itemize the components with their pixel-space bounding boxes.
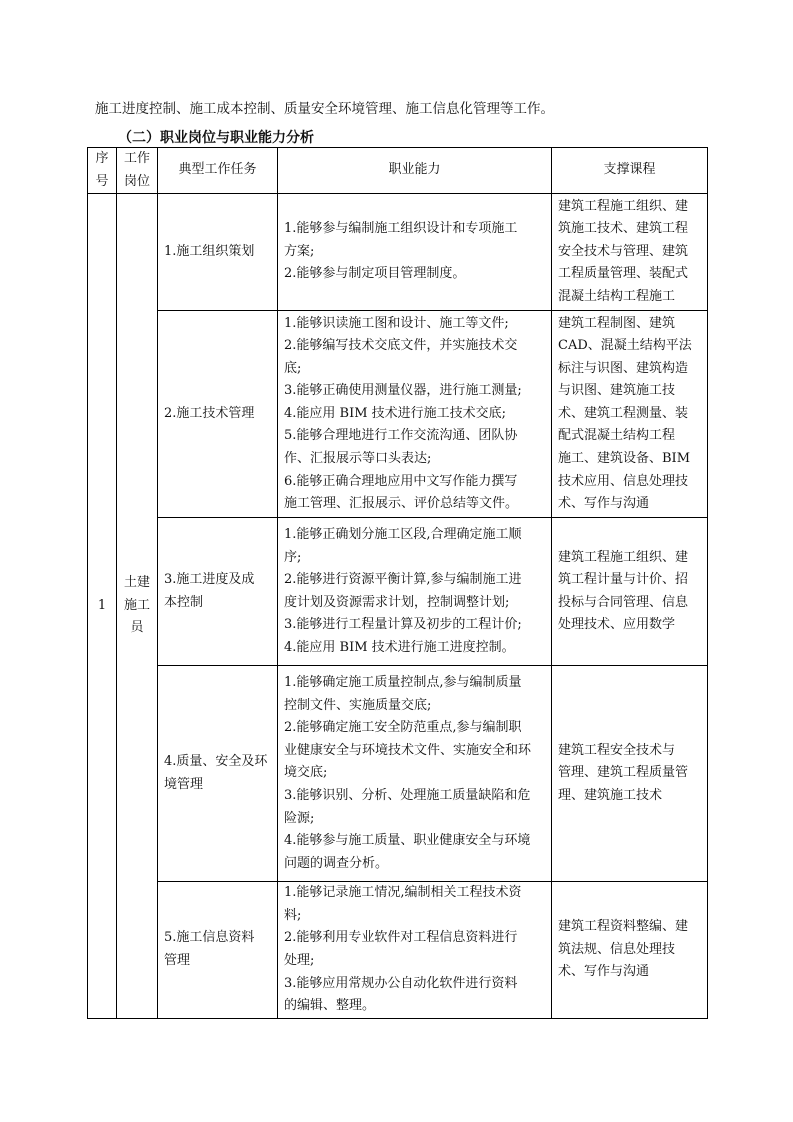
courses-cell <box>552 194 708 311</box>
ability-line: 4.能够参与施工质量、职业健康安全与环境 <box>284 833 531 849</box>
ability-line: 度计划及资源需求计划，控制调整计划; <box>284 594 510 610</box>
section-heading: （二）职业岗位与职业能力分析 <box>118 130 314 146</box>
ability-line: 业健康安全与环境技术文件、实施安全和环 <box>284 742 532 758</box>
header-post-line: 工作 <box>123 151 150 166</box>
task-line: 境管理 <box>164 776 204 792</box>
intro-paragraph: 施工进度控制、施工成本控制、质量安全环境管理、施工信息化管理等工作。 <box>95 101 554 117</box>
courses-line: 筑工程计量与计价、招 <box>558 572 689 588</box>
ability-line: 险源; <box>284 810 315 826</box>
post-line: 施工 <box>123 597 150 613</box>
table-row <box>88 194 708 311</box>
ability-line: 序; <box>284 549 302 565</box>
task-cell <box>158 194 278 311</box>
courses-line: 标注与识图、建筑构造 <box>558 360 689 376</box>
ability-line: 作、汇报展示等口头表达; <box>284 451 432 467</box>
courses-line: 建筑工程资料整编、建 <box>558 919 689 935</box>
courses-line: 筑法规、信息处理技 <box>558 941 676 957</box>
courses-line: 筑施工技术、建筑工程 <box>558 221 689 237</box>
task-line: 3.施工进度及成 <box>164 572 255 588</box>
courses-line: 安全技术与管理、建筑 <box>558 243 689 259</box>
ability-line: 1.能够参与编制施工组织设计和专项施工 <box>284 221 518 237</box>
ability-line: 2.能够进行资源平衡计算,参与编制施工进 <box>284 572 522 588</box>
ability-line: 2.能够编写技术交底文件，并实施技术交 <box>284 338 518 354</box>
task-line: 2.施工技术管理 <box>164 405 255 421</box>
ability-line: 3.能够正确使用测量仪器，进行施工测量; <box>284 383 522 399</box>
ability-line: 1.能够记录施工情况,编制相关工程技术资 <box>284 885 522 901</box>
ability-line: 3.能够进行工程量计算及初步的工程计价; <box>284 617 522 633</box>
ability-line: 3.能够识别、分析、处理施工质量缺陷和危 <box>284 787 531 803</box>
ability-line: 方案; <box>284 243 315 259</box>
courses-line: 管理、建筑工程质量管 <box>558 765 689 781</box>
courses-line: 术、写作与沟通 <box>558 964 650 980</box>
ability-line: 1.能够识读施工图和设计、施工等文件; <box>284 315 509 331</box>
header-post <box>117 148 158 194</box>
ability-line: 底; <box>284 360 302 376</box>
courses-line: 处理技术、应用数学 <box>558 617 676 633</box>
ability-line: 6.能够正确合理地应用中文写作能力撰写 <box>284 473 518 489</box>
task-line: 1.施工组织策划 <box>164 243 255 259</box>
ability-line: 1.能够正确划分施工区段,合理确定施工顺 <box>284 526 522 542</box>
ability-cell <box>278 882 552 1019</box>
courses-line: 术、写作与沟通 <box>558 496 650 512</box>
courses-line: 理、建筑施工技术 <box>558 787 663 803</box>
ability-line: 施工管理、汇报展示、评价总结等文件。 <box>284 496 519 512</box>
courses-line: 建筑工程安全技术与 <box>558 742 676 758</box>
task-cell <box>158 666 278 882</box>
ability-line: 4.能应用 BIM 技术进行施工技术交底; <box>284 405 507 421</box>
seq-cell: 1 <box>88 194 117 1019</box>
ability-line: 1.能够确定施工质量控制点,参与编制质量 <box>284 675 522 691</box>
courses-cell <box>552 311 708 518</box>
task-cell <box>158 518 278 666</box>
table-row <box>88 311 708 518</box>
post-cell <box>117 194 158 1019</box>
courses-line: 术、建筑工程测量、装 <box>558 405 689 421</box>
ability-line: 问题的调查分析。 <box>284 855 389 871</box>
ability-cell <box>278 666 552 882</box>
courses-cell <box>552 882 708 1019</box>
header-ability: 职业能力 <box>278 148 552 194</box>
task-line: 本控制 <box>164 594 204 610</box>
ability-cell <box>278 311 552 518</box>
header-seq-line: 号 <box>95 173 109 189</box>
ability-line: 2.能够利用专业软件对工程信息资料进行 <box>284 930 518 946</box>
ability-line: 处理; <box>284 952 315 968</box>
table-row <box>88 518 708 666</box>
courses-line: 与识图、建筑施工技 <box>558 383 676 399</box>
courses-line: 建筑工程制图、建筑 <box>558 315 676 331</box>
courses-line: 配式混凝土结构工程 <box>558 428 676 444</box>
ability-line: 料; <box>284 907 302 923</box>
courses-cell <box>552 518 708 666</box>
table-header-row <box>88 148 708 194</box>
task-cell <box>158 882 278 1019</box>
header-seq <box>88 148 117 194</box>
ability-line: 2.能够确定施工安全防范重点,参与编制职 <box>284 720 522 736</box>
ability-line: 2.能够参与制定项目管理制度。 <box>284 266 466 282</box>
courses-line: 建筑工程施工组织、建 <box>558 198 689 214</box>
courses-cell <box>552 666 708 882</box>
courses-line: 投标与合同管理、信息 <box>558 594 689 610</box>
job-ability-table <box>87 147 708 1019</box>
task-line: 管理 <box>164 952 191 968</box>
header-courses: 支撑课程 <box>552 148 708 194</box>
ability-line: 5.能够合理地进行工作交流沟通、团队协 <box>284 428 518 444</box>
courses-line: 建筑工程施工组织、建 <box>558 549 689 565</box>
task-line: 5.施工信息资料 <box>164 930 255 946</box>
table-row <box>88 666 708 882</box>
ability-line: 控制文件、实施质量交底; <box>284 697 432 713</box>
post-line: 员 <box>130 620 144 636</box>
header-post-line: 岗位 <box>123 173 150 189</box>
ability-cell <box>278 518 552 666</box>
ability-line: 的编辑、整理。 <box>284 998 376 1014</box>
ability-line: 3.能够应用常规办公自动化软件进行资料 <box>284 975 518 991</box>
post-line: 土建 <box>123 575 150 591</box>
courses-line: 技术应用、信息处理技 <box>558 473 689 489</box>
courses-line: 工程质量管理、装配式 <box>558 266 689 282</box>
header-task: 典型工作任务 <box>158 148 278 194</box>
table-row <box>88 882 708 1019</box>
ability-cell <box>278 194 552 311</box>
courses-line: 混凝土结构工程施工 <box>558 289 676 305</box>
task-cell <box>158 311 278 518</box>
ability-line: 境交底; <box>284 765 328 781</box>
task-line: 4.质量、安全及环 <box>164 754 268 770</box>
header-seq-line: 序 <box>95 151 109 166</box>
courses-line: 施工、建筑设备、BIM <box>558 451 690 467</box>
courses-line: CAD、混凝土结构平法 <box>558 338 692 354</box>
ability-line: 4.能应用 BIM 技术进行施工进度控制。 <box>284 639 515 655</box>
